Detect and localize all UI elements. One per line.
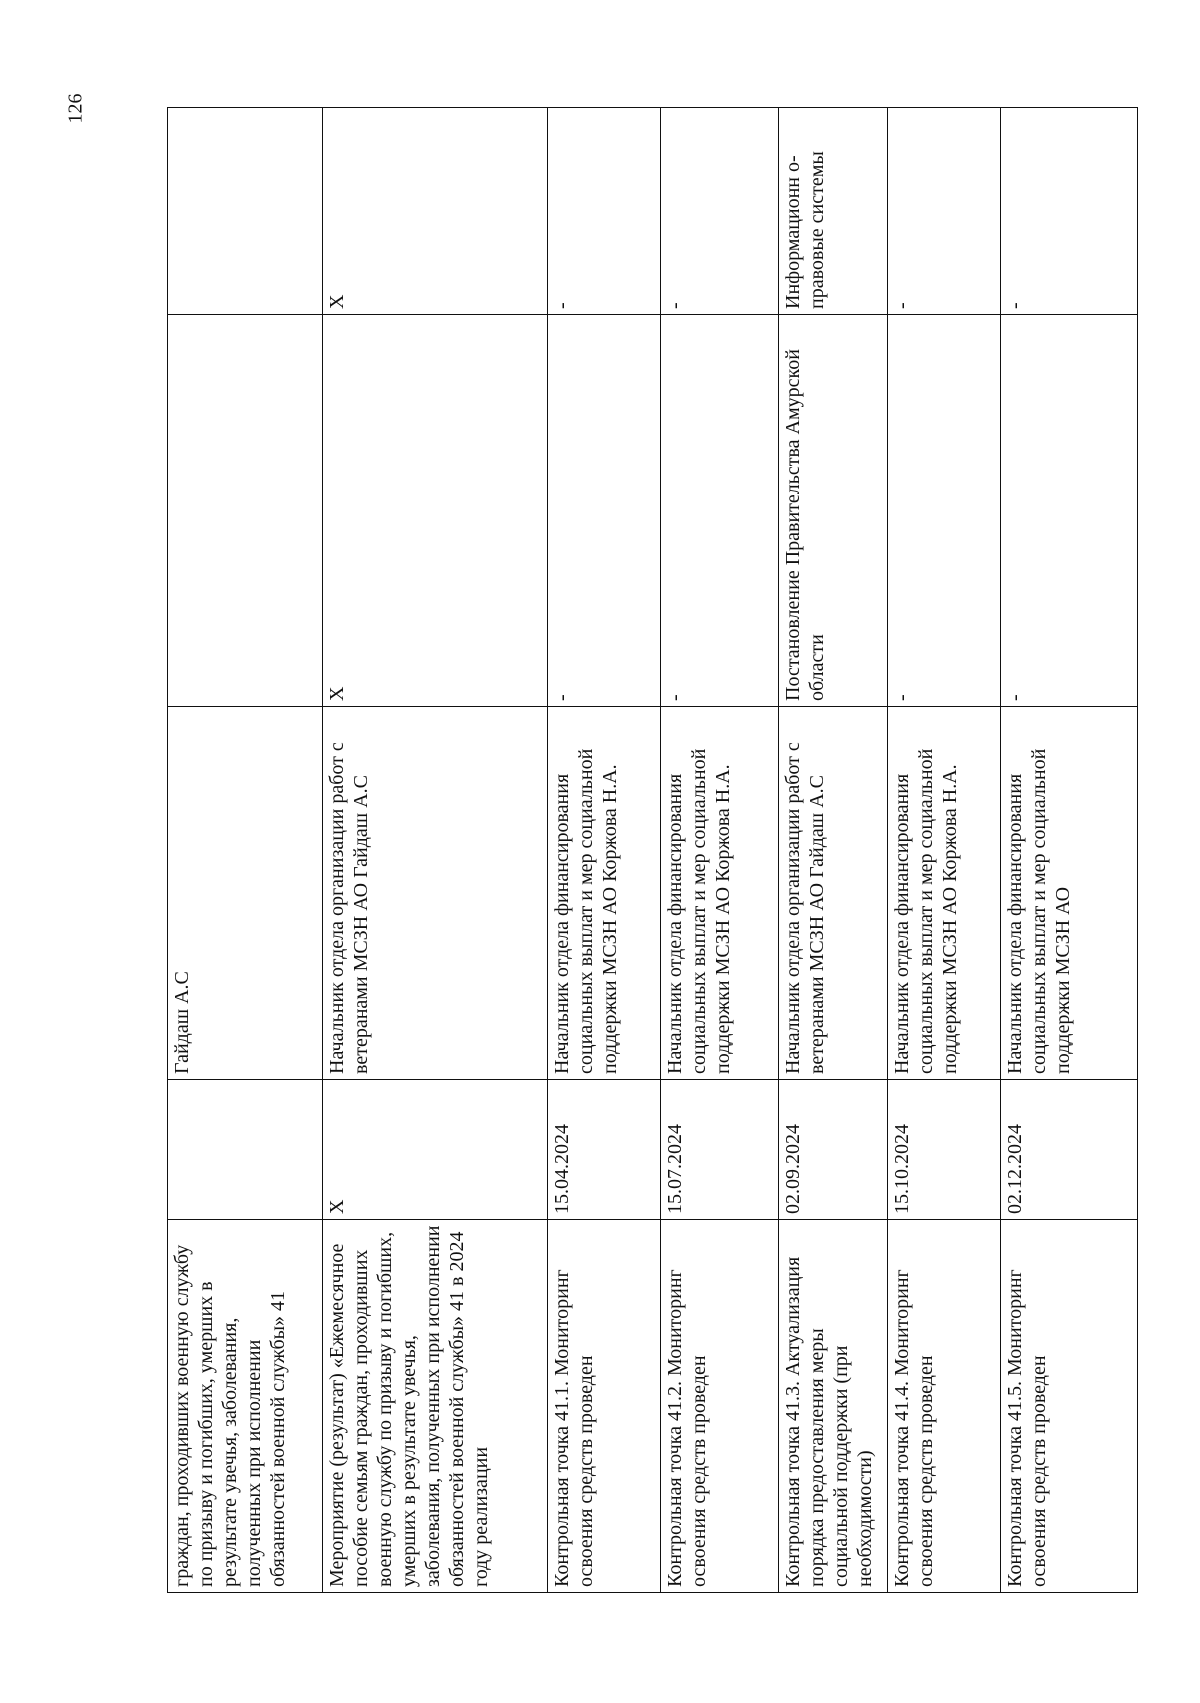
- cell-date: 15.10.2024: [888, 1080, 1001, 1220]
- cell-document: Постановление Правительства Амурской области: [779, 315, 888, 707]
- cell-system: -: [548, 108, 661, 315]
- cell-name: Контрольная точка 41.1. Мониторинг освоения средств проведен: [548, 1220, 661, 1593]
- cell-document: -: [661, 315, 779, 707]
- cell-responsible: Начальник отдела организации работ с ветеранами МСЗН АО Гайдаш А.С: [323, 707, 548, 1080]
- cell-name: Мероприятие (результат) «Ежемесячное пособие семьям граждан, проходивших военную службу по призыву и погибших, умерших в результате увечья, заболевания, полученных при исполнении обязанностей военной службы» 41 в 2024 году реализации: [323, 1220, 548, 1593]
- table-frame: [167, 108, 1137, 1593]
- cell-system: [168, 108, 323, 315]
- cell-date: X: [323, 1080, 548, 1220]
- cell-name: Контрольная точка 41.3. Актуализация порядка предоставления меры социальной поддержки (при необходимости): [779, 1220, 888, 1593]
- cell-system: Информационн о-правовые системы: [779, 108, 888, 315]
- cell-responsible: Начальник отдела финансирования социальных выплат и мер социальной поддержки МСЗН АО Коржова Н.А.: [661, 707, 779, 1080]
- cell-system: -: [661, 108, 779, 315]
- page-number-text: 126: [64, 93, 87, 123]
- table-row: [888, 108, 1001, 1593]
- cell-responsible: Начальник отдела финансирования социальных выплат и мер социальной поддержки МСЗН АО Коржова Н.А.: [888, 707, 1001, 1080]
- cell-document: X: [323, 315, 548, 707]
- cell-date: 15.07.2024: [661, 1080, 779, 1220]
- cell-document: -: [548, 315, 661, 707]
- table-row: [779, 108, 888, 1593]
- table-row: [661, 108, 779, 1593]
- cell-system: X: [323, 108, 548, 315]
- page-number: [60, 88, 92, 128]
- table-row: [1001, 108, 1138, 1593]
- cell-name: Контрольная точка 41.2. Мониторинг освоения средств проведен: [661, 1220, 779, 1593]
- cell-date: 02.12.2024: [1001, 1080, 1138, 1220]
- cell-responsible: Начальник отдела финансирования социальных выплат и мер социальной поддержки МСЗН АО: [1001, 707, 1138, 1080]
- plan-table: [167, 107, 1138, 1593]
- table-row: [168, 108, 323, 1593]
- cell-system: -: [888, 108, 1001, 315]
- table-row: [323, 108, 548, 1593]
- cell-name: Контрольная точка 41.4. Мониторинг освоения средств проведен: [888, 1220, 1001, 1593]
- cell-responsible: Начальник отдела организации работ с ветеранами МСЗН АО Гайдаш А.С: [779, 707, 888, 1080]
- cell-name: Контрольная точка 41.5. Мониторинг освоения средств проведен: [1001, 1220, 1138, 1593]
- cell-name: граждан, проходивших военную службу по призыву и погибших, умерших в результате увечья, заболевания, полученных при исполнении обязанностей военной службы» 41: [168, 1220, 323, 1593]
- cell-date: [168, 1080, 323, 1220]
- cell-responsible: Гайдаш А.С: [168, 707, 323, 1080]
- table-row: [548, 108, 661, 1593]
- cell-system: -: [1001, 108, 1138, 315]
- cell-responsible: Начальник отдела финансирования социальных выплат и мер социальной поддержки МСЗН АО Коржова Н.А.: [548, 707, 661, 1080]
- cell-document: [168, 315, 323, 707]
- rotated-table-wrapper: [167, 108, 1137, 1593]
- cell-document: -: [888, 315, 1001, 707]
- cell-date: 15.04.2024: [548, 1080, 661, 1220]
- cell-document: -: [1001, 315, 1138, 707]
- cell-date: 02.09.2024: [779, 1080, 888, 1220]
